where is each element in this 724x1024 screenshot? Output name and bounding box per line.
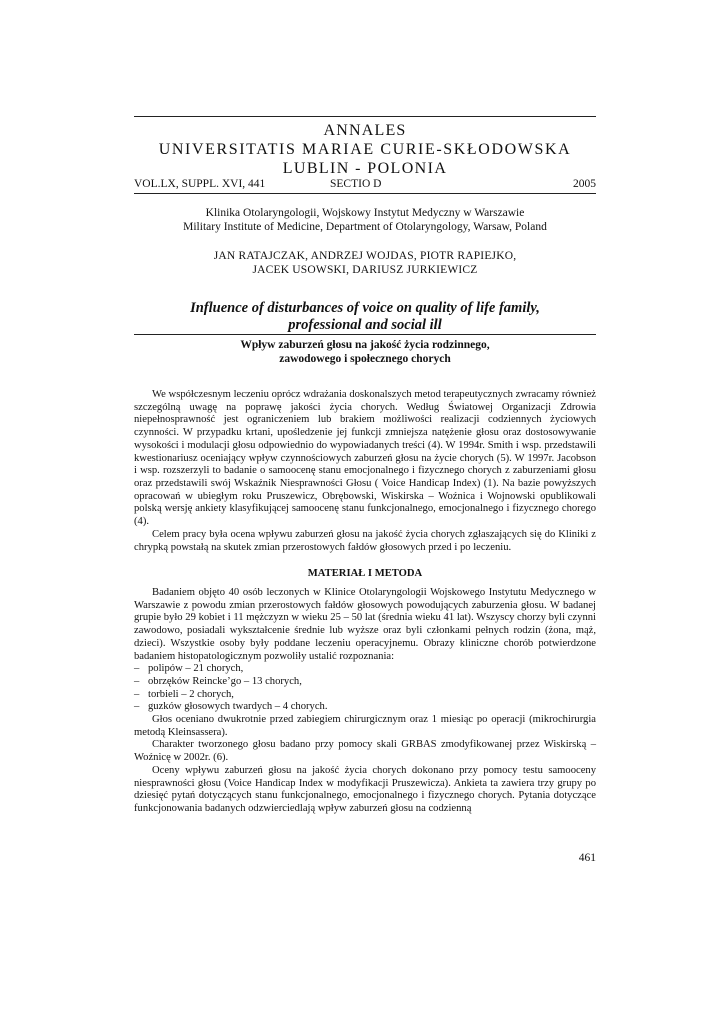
methods-block [134,587,596,816]
diagnosis-item-text: guzków głosowych twardych – 4 chorych. [148,701,328,713]
volume-row [134,178,596,193]
authors-line1: JAN RATAJCZAK, ANDRZEJ WOJDAS, PIOTR RAPIEJKO, [213,250,517,262]
journal-title-line1: ANNALES [323,122,407,139]
journal-title-line3: LUBLIN - POLONIA [282,160,448,177]
intro-paragraph-1-block [134,389,596,529]
article-title-line2: professional and social ill [288,317,442,333]
year-info: 2005 [573,178,596,190]
diagnosis-item-text: torbieli – 2 chorych, [148,688,234,700]
diagnosis-item-text: polipów – 21 chorych, [148,663,244,675]
journal-title-line2: UNIVERSITATIS MARIAE CURIE-SKŁODOWSKA [158,141,572,158]
polish-title-line2: zawodowego i społecznego chorych [279,353,451,365]
list-dash: – [134,701,140,713]
affiliation-line2: Military Institute of Medicine, Department of Otolaryngology, Warsaw, Poland [183,221,547,233]
section-heading-methods: MATERIAŁ I METODA [307,568,423,579]
methods-paragraph-1: Badaniem objęto 40 osób leczonych w Klinice Otolaryngologii Wojskowego Instytutu Medycznego w Warszawie z powodu zmian przerostowych fałdów głosowych powodujących zaburzenia głosu. W badanej grupie było 29 kobiet i 11 mężczyzn w wieku 25 – 50 lat (średnia wieku 41 lat). Wszyscy chorzy byli czynni zawodowo, posiadali wykształcenie średnie lub wyższe oraz byli członkami pełnych rodzin (żona, mąż, dzieci). Wszystkie osoby były poddane leczeniu operacyjnemu. Obrazy kliniczne chorób potwierdzone badaniem histopatologicznym pozwoliły ustalić rozpoznania: [134,587,596,662]
methods-paragraph-2: Głos oceniano dwukrotnie przed zabiegiem chirurgicznym oraz 1 miesiąc po operacji (mikrochirurgia metodą Kleinsassera). [134,714,596,738]
header-top-rule [134,116,596,117]
intro-paragraph-2-block [134,529,596,554]
diagnosis-list-item [134,663,596,676]
header-bottom-rule [134,193,596,194]
diagnosis-list-item [134,676,596,689]
diagnosis-list-item [134,689,596,702]
methods-paragraph-3: Charakter tworzonego głosu badano przy pomocy skali GRBAS zmodyfikowanej przez Wiskirską – Woźnicę w 2002r. (6). [134,739,596,764]
list-dash: – [134,675,140,687]
polish-title-line1: Wpływ zaburzeń głosu na jakość życia rodzinnego, [240,339,490,351]
page-number: 461 [578,852,596,864]
intro-paragraph-1: We współczesnym leczeniu oprócz wdrażania doskonalszych metod terapeutycznych zwracamy również szczególną uwagę na poprawę jakości życia chorych. Według Światowej Organizacji Zdrowia niepełnosprawność jest ograniczeniem lub brakiem możliwości realizacji codziennych życiowych czynności. W przypadku krtani, upośledzenie jej funkcji zmniejsza natężenie głosu oraz dostosowywanie wysokości i modulacji głosu odpowiednio do wypowiadanych treści (4). W 1994r. Smith i wsp. przedstawili kwestionariusz oceniający wpływ czynnościowych zaburzeń głosu na życie chorych (5). W 1997r. Jacobson i wsp. rozszerzyli to badanie o samoocenę stanu emocjonalnego i fizycznego chorych z zaburzeniami głosu oraz przedstawili swój Wskaźnik Niesprawności Głosu ( Voice Handicap Index) (1). Na bazie powyższych opracowań w ubiegłym roku Pruszewicz, Obrębowski, Wiskirska – Woźnica i Wojnowski opublikowali polską wersję ankiety klasyfikującej samoocenę stanu funkcjonalnego, emocjonalnego i fizycznego chorego (4). [134,389,596,528]
article-title-line1: Influence of disturbances of voice on quality of life family, [190,300,540,316]
methods-paragraph-4: Oceny wpływu zaburzeń głosu na jakość życia chorych dokonano przy pomocy testu samooceny niesprawności głosu (Voice Handicap Index w modyfikacji Pruszewicza). Ankieta ta zawiera trzy grupy po dziesięć pytań dotyczących stanu funkcjonalnego, emocjonalnego i fizycznego chorych. Pytania dotyczące funkcjonowania badanych odzwierciedlają wpływ zaburzeń głosu na codzienną [134,764,596,814]
intro-paragraph-2: Celem pracy była ocena wpływu zaburzeń głosu na jakość życia chorych zgłaszających się do Kliniki z chrypką powstałą na skutek zmian przerostowych fałdów głosowych przed i po leczeniu. [134,529,596,553]
authors-line2: JACEK USOWSKI, DARIUSZ JURKIEWICZ [252,264,478,276]
section-info: SECTIO D [330,178,382,190]
list-dash: – [134,688,140,700]
list-dash: – [134,663,140,675]
affiliation-line1: Klinika Otolaryngologii, Wojskowy Instytut Medyczny w Warszawie [205,207,525,219]
title-rule [134,334,596,335]
diagnosis-item-text: obrzęków Reincke’go – 13 chorych, [148,675,302,687]
volume-info: VOL.LX, SUPPL. XVI, 441 [134,178,266,190]
diagnosis-list-item [134,701,596,714]
